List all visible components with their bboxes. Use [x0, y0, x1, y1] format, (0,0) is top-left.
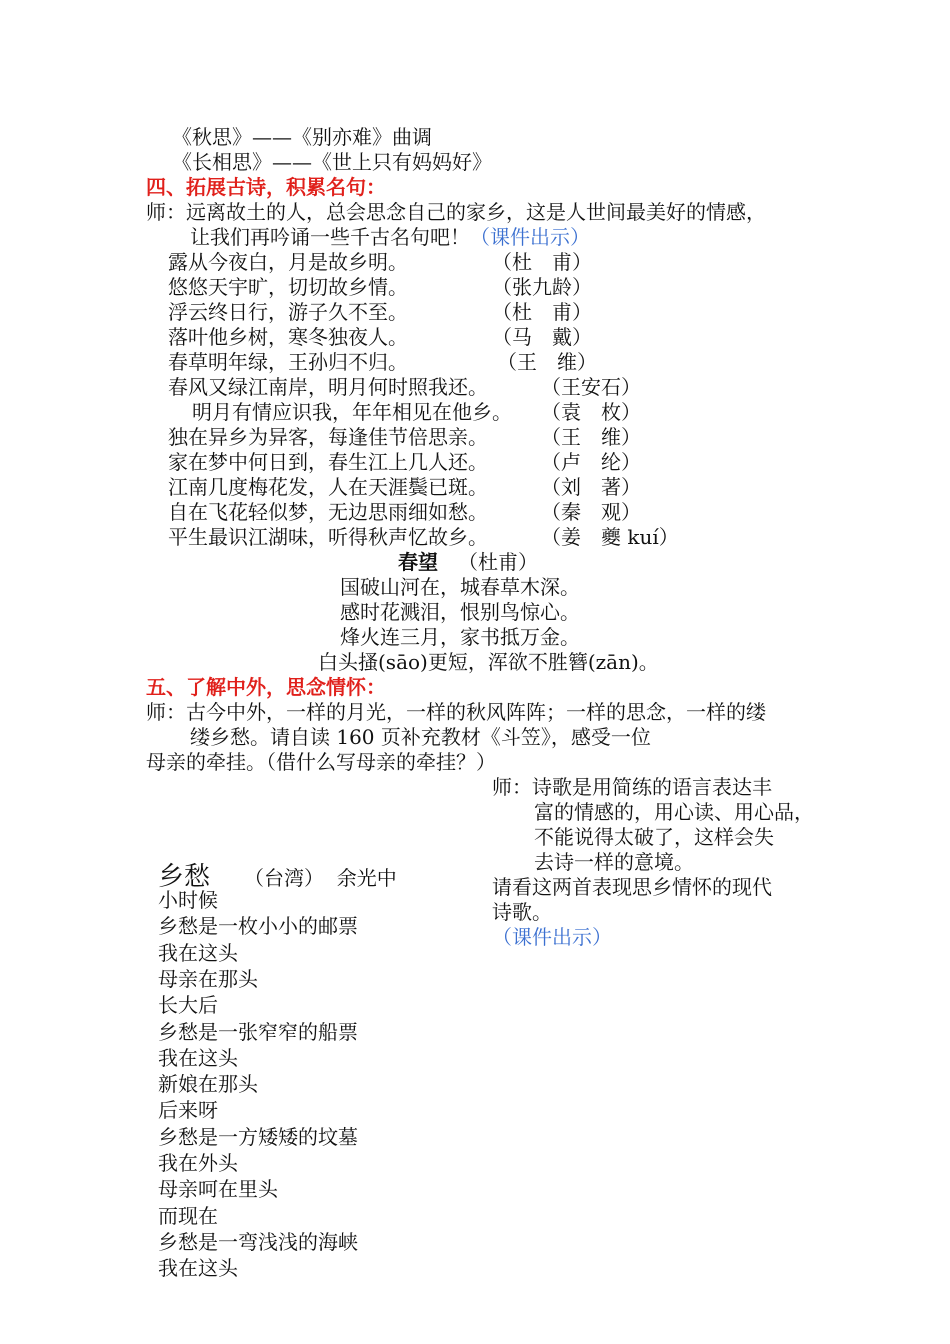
verse-author: （马 戴） [492, 325, 592, 349]
modern-poem-line: 乡愁是一弯浅浅的海峡 [158, 1229, 358, 1254]
verse-text: 江南几度梅花发，人在天涯鬓已斑。 [168, 475, 488, 499]
verse-text: 自在飞花轻似梦，无边思雨细如愁。 [168, 500, 488, 524]
modern-poem-line: 乡愁是一方矮矮的坟墓 [158, 1124, 358, 1149]
modern-poem-title: 乡愁 [158, 862, 211, 892]
section5-heading: 五、了解中外，思念情怀： [146, 675, 386, 699]
verse-text: 家在梦中何日到，春生江上几人还。 [168, 450, 488, 474]
poem-heading [398, 550, 538, 575]
poem-line: 感时花溅泪，恨别鸟惊心。 [340, 600, 580, 624]
modern-poem-line: 母亲呵在里头 [158, 1177, 278, 1202]
verse-author: （王 维） [497, 350, 597, 374]
section4-heading: 四、拓展古诗，积累名句： [146, 175, 386, 199]
poem-title: 春望 [398, 550, 438, 574]
poem-line: 白头搔(sāo)更短，浑欲不胜簪(zān)。 [318, 650, 659, 674]
modern-poem-line: 小时候 [158, 888, 218, 912]
top-line: 《长相思》——《世上只有妈妈好》 [172, 150, 492, 174]
modern-poem-line: 我在这头 [158, 1045, 238, 1070]
modern-poem-subtitle: （台湾） 余光中 [244, 866, 397, 890]
verse-text: 落叶他乡树，寒冬独夜人。 [168, 325, 408, 349]
verse-text: 春风又绿江南岸，明月何时照我还。 [168, 375, 488, 399]
verse-text: 明月有情应识我，年年相见在他乡。 [192, 400, 512, 424]
modern-poem-line: 新娘在那头 [158, 1072, 258, 1097]
modern-poem-line: 乡愁是一枚小小的邮票 [158, 914, 358, 939]
modern-poem-line: 我在外头 [158, 1151, 238, 1175]
modern-poem-line: 后来呀 [158, 1098, 218, 1123]
section4-intro-cont [190, 225, 590, 250]
verse-author: （姜 夔 kuí） [541, 525, 679, 549]
modern-poem-line: 长大后 [158, 993, 218, 1018]
section5-intro-cont: 缕乡愁。请自读 160 页补充教材《斗笠》，感受一位 [190, 725, 651, 749]
verse-author: （杜 甫） [492, 250, 592, 274]
modern-poem-line: 而现在 [158, 1203, 218, 1228]
poem-line: 烽火连三月，家书抵万金。 [340, 625, 580, 649]
section4-intro: 师：远离故土的人，总会思念自己的家乡，这是人世间最美好的情感， [146, 200, 766, 224]
verse-text: 浮云终日行，游子久不至。 [168, 300, 408, 324]
verse-author: （王 维） [541, 425, 641, 449]
teacher-note: 富的情感的，用心读、用心品， [534, 800, 814, 824]
teacher-note: 师：诗歌是用简练的语言表达丰 [492, 775, 772, 799]
verse-author: （秦 观） [541, 500, 641, 524]
courseware-note: （课件出示） [492, 925, 612, 949]
section5-intro: 师：古今中外，一样的月光，一样的秋风阵阵；一样的思念，一样的缕 [146, 700, 766, 724]
teacher-note: 不能说得太破了，这样会失 [534, 825, 774, 849]
verse-author: （卢 纶） [541, 450, 641, 474]
modern-poem-line: 乡愁是一张窄窄的船票 [158, 1019, 358, 1044]
section5-intro-end: 母亲的牵挂。（借什么写母亲的牵挂？） [146, 750, 496, 774]
section4-intro-text: 让我们再吟诵一些千古名句吧！ [190, 225, 470, 249]
teacher-note: 诗歌。 [492, 900, 552, 924]
modern-poem-line: 母亲在那头 [158, 966, 258, 991]
verse-text: 独在异乡为异客，每逢佳节倍思亲。 [168, 425, 488, 449]
teacher-note: 去诗一样的意境。 [534, 850, 694, 874]
verse-author: （袁 枚） [541, 400, 641, 424]
poem-line: 国破山河在，城春草木深。 [340, 575, 580, 599]
verse-text: 平生最识江湖味，听得秋声忆故乡。 [168, 525, 488, 549]
teacher-note: 请看这两首表现思乡情怀的现代 [492, 875, 772, 899]
verse-author: （杜 甫） [492, 300, 592, 324]
verse-text: 露从今夜白，月是故乡明。 [168, 250, 408, 274]
modern-poem-line: 我在这头 [158, 1256, 238, 1281]
verse-author: （张九龄） [492, 275, 592, 299]
courseware-note: （课件出示） [470, 225, 590, 249]
modern-poem-line: 我在这头 [158, 940, 238, 965]
verse-author: （王安石） [541, 375, 641, 399]
verse-author: （刘 著） [541, 475, 641, 499]
poem-author: （杜甫） [458, 550, 538, 574]
verse-text: 春草明年绿，王孙归不归。 [168, 350, 408, 374]
verse-text: 悠悠天宇旷，切切故乡情。 [168, 275, 408, 299]
top-line: 《秋思》——《别亦难》曲调 [172, 125, 432, 149]
